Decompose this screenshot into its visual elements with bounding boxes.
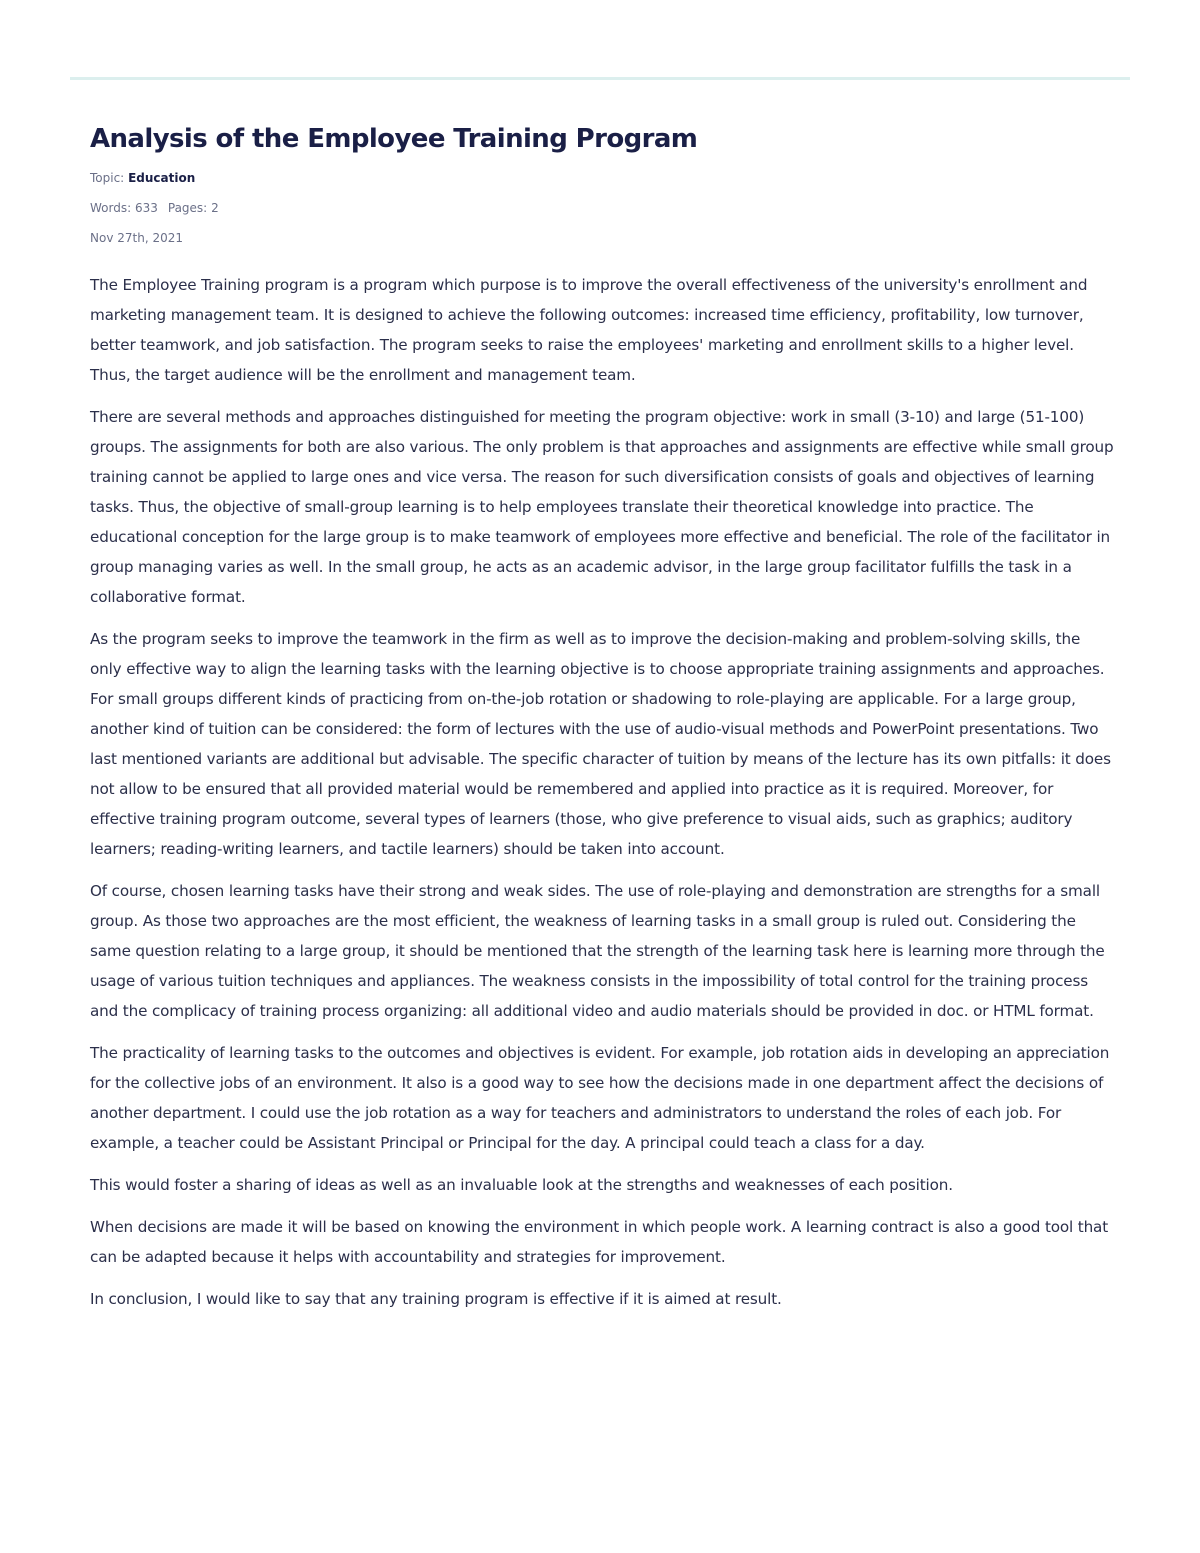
body-paragraph: As the program seeks to improve the teamwork in the firm as well as to improve the decision-making and problem-solving skills, the only effective way to align the learning tasks with the learning objective is to choose appropriate training assignments and approaches. For small groups different kinds of practicing from on-the-job rotation or shadowing to role-playing are applicable. For a large group, another kind of tuition can be considered: the form of lectures with the use of audio-visual methods and PowerPoint presentations. Two last mentioned variants are additional but advisable. The specific character of tuition by means of the lecture has its own pitfalls: it does not allow to be ensured that all provided material would be remembered and applied into practice as it is required. Moreover, for effective training program outcome, several types of learners (those, who give preference to visual aids, such as graphics; auditory learners; reading-writing learners, and tactile learners) should be taken into account. (90, 630, 1111, 858)
body-paragraph: The practicality of learning tasks to the outcomes and objectives is evident. For example, job rotation aids in developing an appreciation for the collective jobs of an environment. It also is a good way to see how the decisions made in one department affect the decisions of another department. I could use the job rotation as a way for teachers and administrators to understand the roles of each job. For example, a teacher could be Assistant Principal or Principal for the day. A principal could teach a class for a day. (90, 1044, 1110, 1152)
words-label: Words: (90, 201, 132, 215)
pages-value: 2 (211, 201, 219, 215)
header-divider (70, 77, 1130, 80)
essay-article (90, 120, 1115, 1326)
body-paragraph: There are several methods and approaches distinguished for meeting the program objective: work in small (3-10) and large (51-100) groups. The assignments for both are also various. The only problem is that approaches and assignments are effective while small group training cannot be applied to large ones and vice versa. The reason for such diversification consists of goals and objectives of learning tasks. Thus, the objective of small-group learning is to help employees translate their theoretical knowledge into practice. The educational conception for the large group is to make teamwork of employees more effective and beneficial. The role of the facilitator in group managing varies as well. In the small group, he acts as an academic advisor, in the large group facilitator fulfills the task in a collaborative format. (90, 408, 1114, 606)
page-title: Analysis of the Employee Training Program (90, 124, 698, 154)
body-paragraph: In conclusion, I would like to say that any training program is effective if it is aimed at result. (90, 1290, 782, 1308)
pages-label: Pages: (167, 201, 208, 215)
topic-label: Topic: (90, 171, 125, 185)
counts-meta (90, 201, 1115, 215)
essay-body (90, 270, 1115, 1314)
topic-meta (90, 171, 1115, 185)
words-value: 633 (134, 201, 158, 215)
topic-value[interactable]: Education (128, 171, 196, 185)
body-paragraph: The Employee Training program is a program which purpose is to improve the overall effectiveness of the university's enrollment and marketing management team. It is designed to achieve the following outcomes: increased time efficiency, profitability, low turnover, better teamwork, and job satisfaction. The program seeks to raise the employees' marketing and enrollment skills to a higher level. Thus, the target audience will be the enrollment and management team. (90, 276, 1088, 384)
body-paragraph: Of course, chosen learning tasks have their strong and weak sides. The use of role-playing and demonstration are strengths for a small group. As those two approaches are the most efficient, the weakness of learning tasks in a small group is ruled out. Considering the same question relating to a large group, it should be mentioned that the strength of the learning task here is learning more through the usage of various tuition techniques and appliances. The weakness consists in the impossibility of total control for the training process and the complicacy of training process organizing: all additional video and audio materials should be provided in doc. or HTML format. (90, 882, 1105, 1020)
body-paragraph: This would foster a sharing of ideas as well as an invaluable look at the strengths and weaknesses of each position. (90, 1176, 953, 1194)
publish-date: Nov 27th, 2021 (90, 231, 183, 245)
body-paragraph: When decisions are made it will be based on knowing the environment in which people work. A learning contract is also a good tool that can be adapted because it helps with accountability and strategies for improvement. (90, 1218, 1109, 1266)
